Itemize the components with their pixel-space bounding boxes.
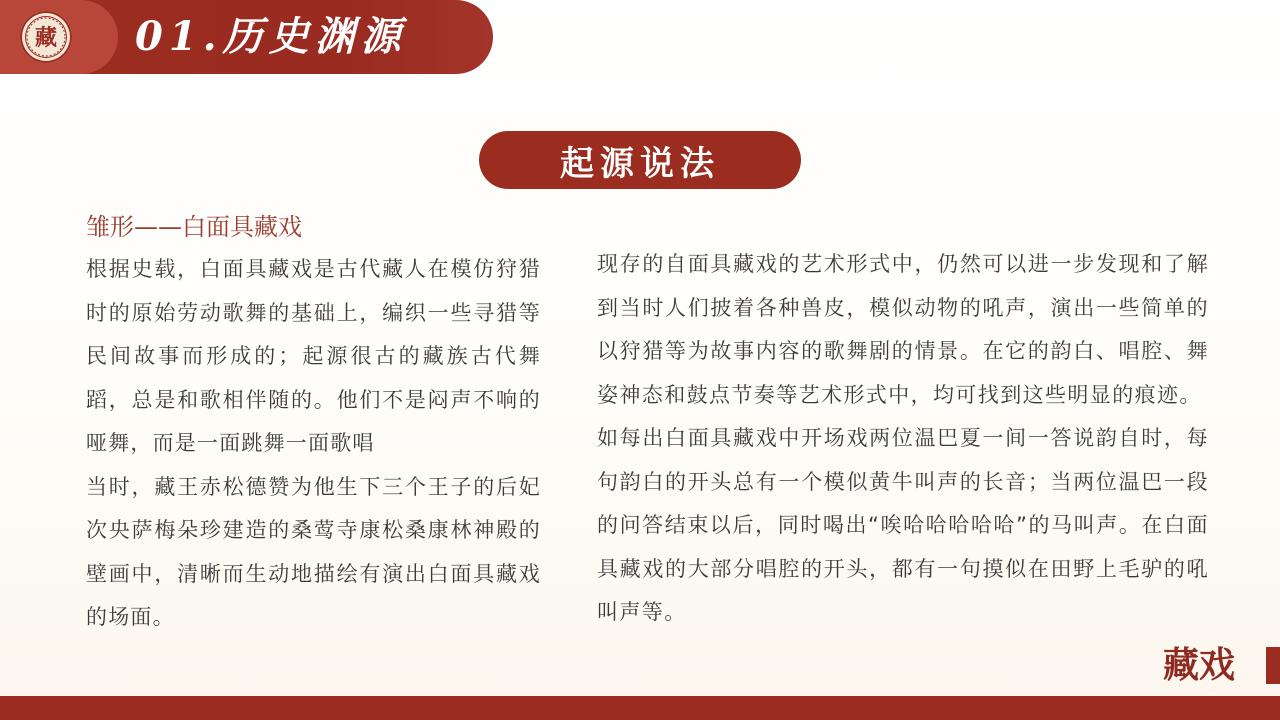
page-title: 01.历史渊源 (135, 13, 407, 60)
seal-emblem-icon (20, 11, 72, 63)
right-text-column (597, 243, 1209, 635)
corner-label: 藏戏 (1163, 644, 1236, 686)
left-subtitle: 雏形——白面具藏戏 (86, 213, 302, 241)
corner-tab (1266, 647, 1280, 684)
logo-glyph: 藏 (34, 25, 58, 51)
right-paragraph: 现存的自面具藏戏的艺术形式中，仍然可以进一步发现和了解到当时人们披着各种兽皮，模似动物的吼声，演出一些简单的以狩猎等为故事内容的歌舞剧的情景。在它的韵白、唱腔、舞姿神态和鼓点节奏等艺术形式中，均可找到这些明显的痕迹。 (597, 252, 1209, 407)
section-heading-text: 起源说法 (560, 143, 720, 184)
section-heading-pill (479, 131, 801, 189)
left-text-column (86, 206, 541, 640)
left-paragraph: 根据史载，白面具藏戏是古代藏人在模仿狩猎时的原始劳动歌舞的基础上，编织一些寻猎等民间故事而形成的；起源很古的藏族古代舞蹈，总是和歌相伴随的。他们不是闷声不响的哑舞，而是一面跳舞一面歌唱 (86, 257, 541, 455)
right-paragraph: 如每出白面具藏戏中开场戏两位温巴夏一间一答说韵自时，每句韵白的开头总有一个模似黄牛叫声的长音；当两位温巴一段的问答结束以后，同时喝出“唉哈哈哈哈哈”的马叫声。在白面具藏戏的大部分唱腔的开头，都有一句摸似在田野上毛驴的吼叫声等。 (597, 426, 1209, 624)
left-paragraph: 当时，藏王赤松德赞为他生下三个王子的后妃次央萨梅朵珍建造的桑莺寺康松桑康林神殿的壁画中，清晰而生动地描绘有演出白面具藏戏的场面。 (86, 474, 541, 629)
footer-bar (0, 696, 1280, 720)
header-logo-panel (0, 0, 118, 74)
